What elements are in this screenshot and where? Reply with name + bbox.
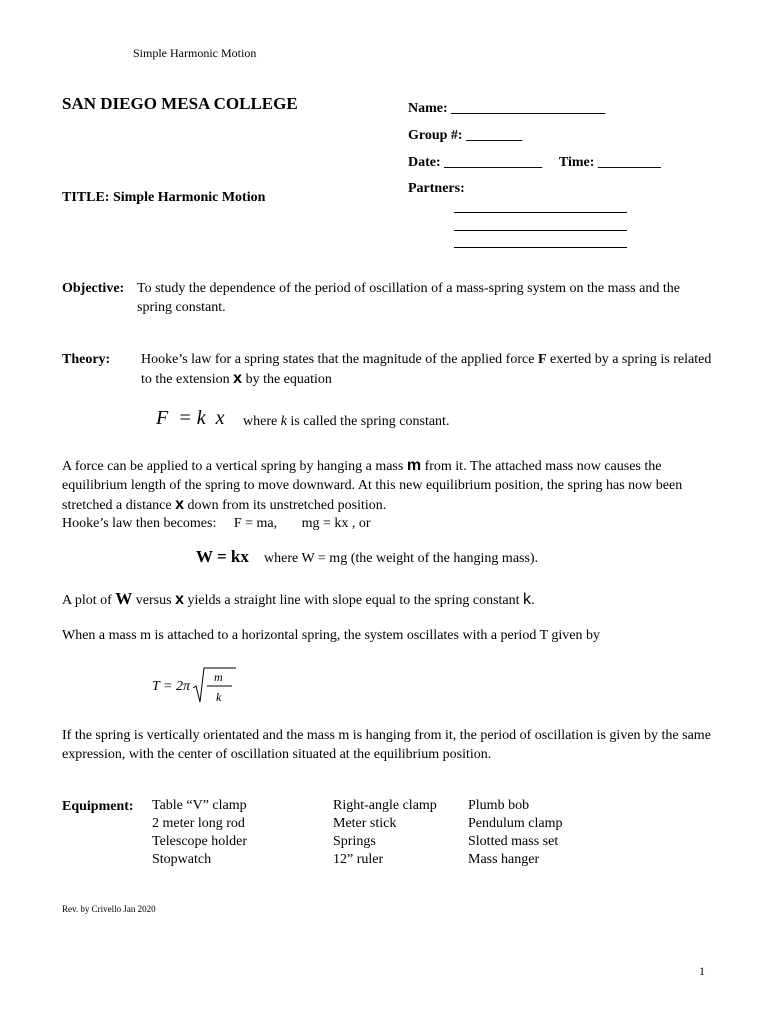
period-formula [152,664,242,708]
equipment-item: Meter stick [333,816,397,831]
equipment-column-1 [152,797,247,869]
k-symbol: k [280,414,287,429]
distance-symbol: x [175,496,185,513]
vertical-spring-paragraph: If the spring is vertically orientated and the mass m is hanging from it, the period of oscillation is given by the same expression, with the center of oscillation situated at the equilibrium position. [62,728,711,762]
force-para-text-2: from it. The attached mass now causes the equilibrium length of the spring to move downward. At this new equilibrium position, the spring has now been stretched a distance [62,459,683,513]
revision-note: Rev. by Crivello Jan 2020 [62,904,156,914]
theory-text-1: Hooke’s law for a spring states that the magnitude of the applied force [141,352,538,367]
equipment-column-2 [333,797,437,869]
theory-label: Theory: [62,352,111,367]
mass-symbol: m [406,457,422,474]
partner-line-2 [454,230,627,231]
hookes-law-line: Hooke’s law then becomes: F = ma, mg = kx , or [62,516,371,531]
force-paragraph [62,456,712,515]
partner-line-3 [454,247,627,248]
page-number: 1 [699,964,705,978]
x-symbol: x [175,591,184,608]
formula-denominator: k [216,690,222,704]
group-field: Group #: ________ [408,128,523,143]
plot-text-3: yields a straight line with slope equal to the spring constant [183,593,524,608]
w-symbol: W [115,589,133,608]
partner-line-1 [454,212,627,213]
equipment-item: Right-angle clamp [333,798,437,813]
equipment-item: Pendulum clamp [468,816,563,831]
equipment-item: Table “V” clamp [152,798,247,813]
equipment-item: Stopwatch [152,852,212,867]
document-title: TITLE: Simple Harmonic Motion [62,190,266,205]
formula-numerator: m [214,670,223,684]
equipment-item: 12” ruler [333,852,384,867]
equipment-label: Equipment: [62,799,134,814]
plot-text-1: A plot of [62,593,116,608]
weight-equation: W = kx [196,547,249,566]
objective-text: To study the dependence of the period of oscillation of a mass-spring system on the mass and the spring constant. [137,281,680,315]
objective-label: Objective: [62,281,125,296]
partners-label: Partners: [408,181,465,196]
eq1-desc-text: where [243,414,281,429]
date-time-field [408,155,661,171]
spring-constant-note [243,414,449,430]
equipment-item: Telescope holder [152,834,248,849]
plot-sentence [62,589,535,610]
formula-lhs: T = 2π [152,679,190,694]
theory-text-3: by the equation [242,372,332,387]
hookes-law-equation: F = k x [156,407,225,429]
extension-symbol: x [233,370,243,387]
force-para-text-1: A force can be applied to a vertical spring by hanging a mass [62,459,407,474]
running-header: Simple Harmonic Motion [133,46,257,60]
name-field: Name: ______________________ [408,101,606,116]
eq1-desc-text-2: is called the spring constant. [286,414,450,429]
equipment-item: Springs [333,834,376,849]
college-name: SAN DIEGO MESA COLLEGE [62,94,298,113]
equipment-item: Slotted mass set [468,834,559,849]
equipment-item: Mass hanger [468,852,540,867]
equipment-column-3 [468,797,563,869]
weight-equation-note: where W = mg (the weight of the hanging mass). [264,551,539,566]
theory-text [141,350,721,389]
equipment-item: Plumb bob [468,798,530,813]
theory-text-2: exerted by a spring is related to the extension [141,352,712,387]
equipment-item: 2 meter long rod [152,816,245,831]
date-field: Date: ______________ [408,155,543,170]
horizontal-spring-sentence: When a mass m is attached to a horizontal spring, the system oscillates with a period T given by [62,628,600,643]
time-field: Time: _________ [558,155,661,170]
plot-text-2: versus [132,593,176,608]
force-symbol: F [537,352,547,367]
force-para-text-3: down from its unstretched position. [184,498,387,513]
k-constant: k [523,591,532,608]
plot-text-4: . [531,593,535,608]
